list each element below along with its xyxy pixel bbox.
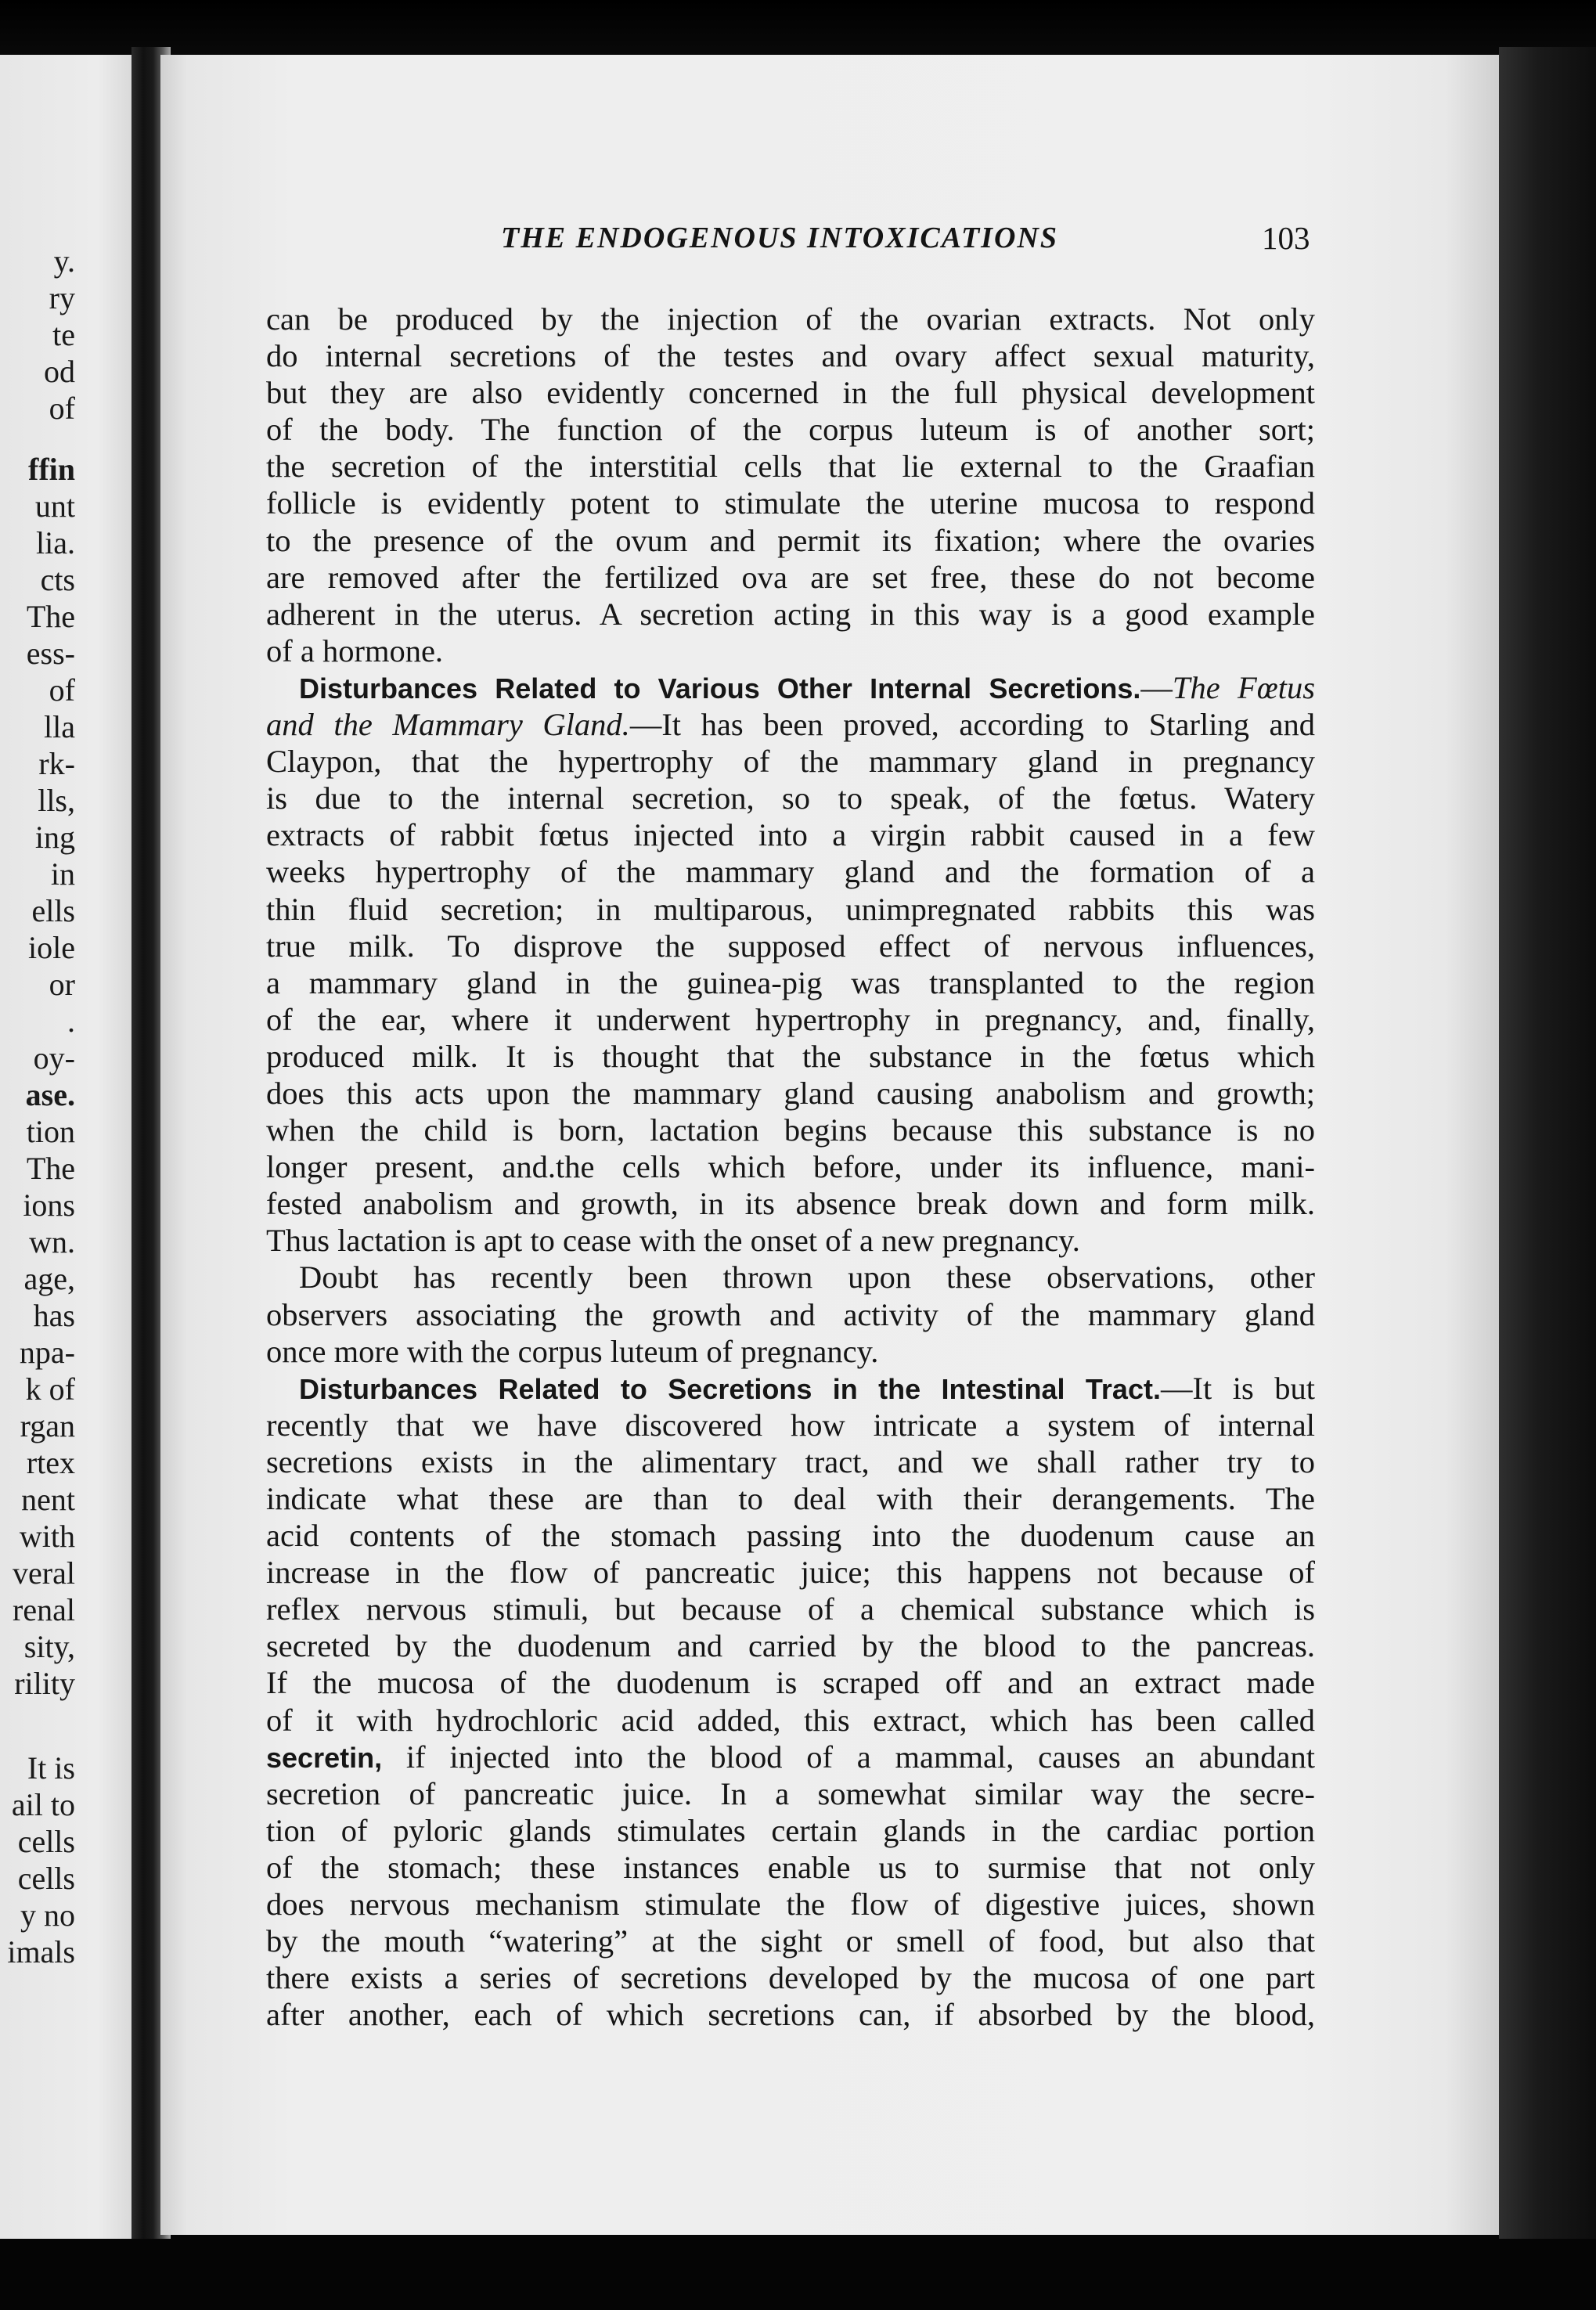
section-heading-line [266,1370,1315,1407]
left-page-fragment: tion [26,1114,75,1149]
left-page-fragment: lia. [36,525,75,560]
text-line: reflex nervous stimuli, but because of a chemical substance which is [266,1591,1315,1627]
text-line: does this acts upon the mammary gland causing anabolism and growth; [266,1075,1315,1111]
text-line: of the stomach; these instances enable us to surmise that not only [266,1849,1315,1885]
left-page-fragment: lls, [38,783,75,818]
text-line: after another, each of which secretions can, if absorbed by the blood, [266,1997,1315,2033]
text-line: there exists a series of secretions developed by the mucosa of one part [266,1960,1315,1996]
left-page-fragment: rility [14,1666,75,1701]
left-page-fragment: ail to [11,1787,75,1822]
left-page-fragment: od [44,354,75,389]
text-line: to the presence of the ovum and permit its fixation; where the ovaries [266,522,1315,558]
subheading-italic: and the Mammary Gland. [266,707,630,743]
left-page-fragment: lla [44,709,75,744]
left-page-fragment: te [52,317,75,352]
left-page-fragment: rk- [38,746,75,781]
text-line: Claypon, that the hypertrophy of the mammary gland in pregnancy [266,744,1315,780]
left-page-fragment: ry [49,280,75,315]
text-line: secreted by the duodenum and carried by the blood to the pancreas. [266,1628,1315,1664]
left-page-fragment: The [26,599,75,634]
text-line: of the ear, where it underwent hypertrophy in pregnancy, and, finally, [266,1001,1315,1037]
term-secretin: secretin, [266,1741,383,1774]
text-line: of it with hydrochloric acid added, this extract, which has been called [266,1702,1315,1738]
text-line: If the mucosa of the duodenum is scraped off and an extract made [266,1665,1315,1701]
left-page-fragment: cells [17,1824,75,1859]
text-line: do internal secretions of the testes and ovary affect sexual maturity, [266,338,1315,374]
text-line: extracts of rabbit fœtus injected into a virgin rabbit caused in a few [266,817,1315,853]
left-page-fragment: renal [13,1592,75,1627]
left-page-fragment: of [49,391,75,426]
left-page-fragment: sity, [23,1629,75,1664]
page-stack-edge [1499,47,1596,2239]
text-line: adherent in the uterus. A secretion acting in this way is a good example [266,596,1315,632]
text-line: observers associating the growth and activity of the mammary gland [266,1296,1315,1332]
left-page-fragment: ase. [25,1077,75,1112]
text-line: fested anabolism and growth, in its absence break down and form milk. [266,1186,1315,1222]
left-page-fragment: It is [27,1750,75,1786]
heading-dash: — [1140,669,1173,705]
left-page-fragment: nent [21,1482,75,1517]
left-page-fragment: of [49,672,75,708]
text-line: tion of pyloric glands stimulates certain glands in the cardiac portion [266,1812,1315,1848]
text-line: follicle is evidently potent to stimulate the uterine mucosa to respond [266,485,1315,521]
text-line: secretion of pancreatic juice. In a somewhat similar way the secre- [266,1775,1315,1811]
text-line: the secretion of the interstitial cells that lie external to the Graafian [266,449,1315,485]
subheading-italic: The Fœtus [1172,669,1315,705]
text-line: is due to the internal secretion, so to speak, of the fœtus. Watery [266,780,1315,816]
left-page-fragment: imals [7,1934,75,1969]
text-line: are removed after the fertilized ova are set free, these do not become [266,559,1315,595]
body-text [266,301,1315,2033]
left-page-fragment: cells [17,1861,75,1896]
left-page-fragment: k of [25,1371,75,1407]
left-page-fragment: ells [31,893,75,928]
text-line: once more with the corpus luteum of pregnancy. [266,1333,879,1369]
left-page-fragment: y. [53,243,75,279]
text-line: can be produced by the injection of the ovarian extracts. Not only [266,301,1315,337]
text-line [266,1739,1315,1775]
text-line: recently that we have discovered how intricate a system of internal [266,1407,1315,1443]
text-line: true milk. To disprove the supposed effect of nervous influences, [266,928,1315,964]
left-page-fragment: ions [23,1187,75,1223]
left-page-fragment: oy- [33,1040,75,1076]
text-line: Doubt has recently been thrown upon these observations, other [299,1260,1315,1296]
text-line: by the mouth “watering” at the sight or smell of food, but also that [266,1923,1315,1959]
left-page-fragment: rgan [20,1408,75,1443]
text-line: does nervous mechanism stimulate the flow of digestive juices, shown [266,1887,1315,1923]
left-page-fragment: or [49,967,75,1002]
left-page-fragment: ffin [28,452,75,487]
left-page-fragment: The [26,1151,75,1186]
section-heading: Disturbances Related to Various Other Internal Secretions. [299,672,1141,705]
left-page-fragment: with [19,1519,75,1554]
text-fragment: —It has been proved, according to Starling and [629,707,1316,743]
left-page-fragment: wn. [29,1224,75,1260]
text-line [266,706,1315,743]
text-line: secretions exists in the alimentary tract, and we shall rather try to [266,1443,1315,1479]
text-line: produced milk. It is thought that the substance in the fœtus which [266,1038,1315,1074]
text-line: acid contents of the stomach passing into the duodenum cause an [266,1518,1315,1554]
left-page-fragment: veral [13,1555,75,1591]
left-page-fragment: unt [34,488,75,524]
text-line: when the child is born, lactation begins because this substance is no [266,1112,1315,1148]
section-heading: Disturbances Related to Secretions in the Intestinal Tract. [299,1372,1161,1405]
text-line: of a hormone. [266,632,444,668]
text-line: indicate what these are than to deal with their derangements. The [266,1481,1315,1516]
running-header-title: THE ENDOGENOUS INTOXICATIONS [501,222,1058,254]
left-page-fragment: npa- [19,1335,75,1370]
text-line: but they are also evidently concerned in the full physical development [266,375,1315,411]
text-line: weeks hypertrophy of the mammary gland and the formation of a [266,854,1315,890]
left-page-fragment: in [50,856,75,892]
left-page-fragment: iole [28,930,75,965]
left-page-fragment: ing [34,820,75,855]
page-number: 103 [1262,220,1310,256]
section-heading-line [266,669,1315,706]
left-page-fragment: cts [40,562,75,597]
text-line: Thus lactation is apt to cease with the onset of a new pregnancy. [266,1223,1080,1259]
left-page-fragment: rtex [26,1445,75,1480]
left-page-fragment: y no [20,1897,75,1933]
adjacent-left-page [0,55,139,2239]
left-page-fragment: age, [23,1261,75,1296]
left-page-fragment: has [33,1298,75,1333]
scan-background-top [0,0,1596,63]
text-fragment: —It is but [1160,1370,1315,1406]
left-page-fragment: . [67,1004,75,1039]
text-line: thin fluid secretion; in multiparous, unimpregnated rabbits this was [266,891,1315,927]
text-fragment: if injected into the blood of a mammal, causes an abundant [382,1739,1315,1775]
text-line: a mammary gland in the guinea-pig was transplanted to the region [266,964,1315,1000]
text-line: of the body. The function of the corpus luteum is of another sort; [266,412,1315,448]
text-line: increase in the flow of pancreatic juice; this happens not because of [266,1555,1315,1591]
left-page-fragment: ess- [26,636,75,671]
scan-background-bottom [0,2231,1596,2310]
text-line: longer present, and.the cells which before, under its influence, mani- [266,1149,1315,1185]
